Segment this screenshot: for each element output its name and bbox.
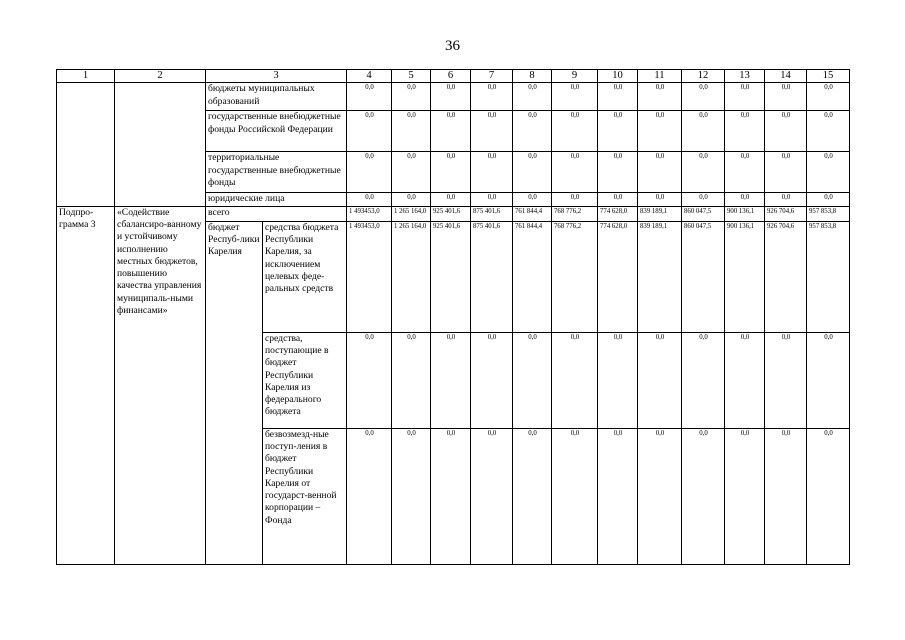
value-cell: 0,0 xyxy=(765,83,807,111)
header-cell: 12 xyxy=(682,70,725,83)
row-label: территориальные государственные внебюджетные фонды xyxy=(206,152,347,193)
value-cell: 0,0 xyxy=(471,152,513,193)
value-cell: 0,0 xyxy=(513,152,552,193)
value-cell: 0,0 xyxy=(513,332,552,428)
header-cell: 10 xyxy=(598,70,638,83)
value-cell: 0,0 xyxy=(471,111,513,152)
empty-cell xyxy=(57,83,115,206)
value-cell: 0,0 xyxy=(431,152,471,193)
value-cell: 0,0 xyxy=(598,83,638,111)
value-cell: 0,0 xyxy=(598,332,638,428)
source-label: средства бюджета Республики Карелия, за исключением целевых феде-ральных средств xyxy=(263,221,347,332)
value-cell: 0,0 xyxy=(392,428,431,564)
value-cell: 0,0 xyxy=(431,193,471,206)
header-cell: 1 xyxy=(57,70,115,83)
value-cell: 0,0 xyxy=(807,111,850,152)
value-cell: 926 704,6 xyxy=(765,221,807,332)
value-cell: 0,0 xyxy=(347,152,392,193)
value-cell: 0,0 xyxy=(392,152,431,193)
value-cell: 839 189,1 xyxy=(638,206,682,221)
value-cell: 761 844,4 xyxy=(513,221,552,332)
table-row xyxy=(57,206,850,221)
value-cell: 900 136,1 xyxy=(725,206,765,221)
value-cell: 0,0 xyxy=(682,428,725,564)
row-label: бюджеты муниципальных образований xyxy=(206,83,347,111)
value-cell: 875 401,6 xyxy=(471,206,513,221)
value-cell: 0,0 xyxy=(682,111,725,152)
value-cell: 0,0 xyxy=(598,111,638,152)
value-cell: 0,0 xyxy=(598,428,638,564)
value-cell: 1 265 164,0 xyxy=(392,221,431,332)
header-cell: 3 xyxy=(206,70,347,83)
value-cell: 0,0 xyxy=(552,193,598,206)
value-cell: 839 189,1 xyxy=(638,221,682,332)
value-cell: 0,0 xyxy=(682,152,725,193)
header-cell: 5 xyxy=(392,70,431,83)
value-cell: 0,0 xyxy=(725,83,765,111)
value-cell: 0,0 xyxy=(725,111,765,152)
header-cell: 9 xyxy=(552,70,598,83)
value-cell: 925 401,6 xyxy=(431,206,471,221)
value-cell: 0,0 xyxy=(765,193,807,206)
table-row xyxy=(57,83,850,111)
header-cell: 15 xyxy=(807,70,850,83)
value-cell: 0,0 xyxy=(552,332,598,428)
value-cell: 0,0 xyxy=(638,111,682,152)
value-cell: 0,0 xyxy=(431,83,471,111)
value-cell: 0,0 xyxy=(765,152,807,193)
value-cell: 0,0 xyxy=(598,152,638,193)
value-cell: 0,0 xyxy=(513,193,552,206)
total-label: всего xyxy=(206,206,347,221)
value-cell: 0,0 xyxy=(725,332,765,428)
source-label: безвозмезд-ные поступ-ления в бюджет Республики Карелия от государст-венной корпорации – Фонда xyxy=(263,428,347,564)
value-cell: 926 704,6 xyxy=(765,206,807,221)
row-label: юридические лица xyxy=(206,193,347,206)
value-cell: 900 136,1 xyxy=(725,221,765,332)
value-cell: 768 776,2 xyxy=(552,221,598,332)
value-cell: 0,0 xyxy=(347,111,392,152)
value-cell: 1 265 164,0 xyxy=(392,206,431,221)
subprogram-name: Подпро-грамма 3 xyxy=(57,206,115,564)
header-cell: 4 xyxy=(347,70,392,83)
value-cell: 0,0 xyxy=(513,83,552,111)
value-cell: 0,0 xyxy=(807,428,850,564)
value-cell: 0,0 xyxy=(638,428,682,564)
value-cell: 0,0 xyxy=(431,428,471,564)
header-cell: 13 xyxy=(725,70,765,83)
value-cell: 774 628,0 xyxy=(598,206,638,221)
value-cell: 0,0 xyxy=(552,428,598,564)
header-cell: 2 xyxy=(115,70,206,83)
header-cell: 8 xyxy=(513,70,552,83)
value-cell: 0,0 xyxy=(682,83,725,111)
value-cell: 860 047,5 xyxy=(682,206,725,221)
value-cell: 0,0 xyxy=(347,428,392,564)
value-cell: 0,0 xyxy=(807,332,850,428)
value-cell: 0,0 xyxy=(552,83,598,111)
value-cell: 0,0 xyxy=(682,193,725,206)
header-cell: 14 xyxy=(765,70,807,83)
budget-table xyxy=(56,69,850,565)
value-cell: 0,0 xyxy=(725,428,765,564)
value-cell: 0,0 xyxy=(392,332,431,428)
header-cell: 11 xyxy=(638,70,682,83)
value-cell: 0,0 xyxy=(682,332,725,428)
value-cell: 0,0 xyxy=(513,428,552,564)
value-cell: 925 401,6 xyxy=(431,221,471,332)
value-cell: 0,0 xyxy=(471,83,513,111)
value-cell: 0,0 xyxy=(347,83,392,111)
value-cell: 0,0 xyxy=(638,193,682,206)
value-cell: 761 844,4 xyxy=(513,206,552,221)
row-label: государственные внебюджетные фонды Российской Федерации xyxy=(206,111,347,152)
value-cell: 0,0 xyxy=(471,428,513,564)
value-cell: 0,0 xyxy=(638,332,682,428)
value-cell: 957 853,8 xyxy=(807,206,850,221)
header-cell: 6 xyxy=(431,70,471,83)
value-cell: 0,0 xyxy=(347,193,392,206)
value-cell: 0,0 xyxy=(552,111,598,152)
header-cell: 7 xyxy=(471,70,513,83)
value-cell: 1 493453,0 xyxy=(347,206,392,221)
value-cell: 0,0 xyxy=(807,193,850,206)
value-cell: 0,0 xyxy=(765,111,807,152)
value-cell: 0,0 xyxy=(552,152,598,193)
value-cell: 875 401,6 xyxy=(471,221,513,332)
budget-label: бюджет Респуб-лики Карелия xyxy=(206,221,263,564)
source-label: средства, поступающие в бюджет Республики Карелия из федерального бюджета xyxy=(263,332,347,428)
value-cell: 0,0 xyxy=(513,111,552,152)
value-cell: 768 776,2 xyxy=(552,206,598,221)
value-cell: 0,0 xyxy=(431,332,471,428)
value-cell: 860 047,5 xyxy=(682,221,725,332)
value-cell: 0,0 xyxy=(347,332,392,428)
value-cell: 0,0 xyxy=(431,111,471,152)
value-cell: 0,0 xyxy=(807,83,850,111)
value-cell: 0,0 xyxy=(638,152,682,193)
value-cell: 0,0 xyxy=(807,152,850,193)
subprogram-title: «Содействие сбалансиро-ванному и устойчивому исполнению местных бюджетов, повышению качества управления муниципаль-ными финансами» xyxy=(115,206,206,564)
value-cell: 0,0 xyxy=(765,332,807,428)
header-row xyxy=(57,70,850,83)
value-cell: 0,0 xyxy=(392,111,431,152)
value-cell: 0,0 xyxy=(471,193,513,206)
value-cell: 0,0 xyxy=(725,152,765,193)
value-cell: 0,0 xyxy=(471,332,513,428)
value-cell: 0,0 xyxy=(638,83,682,111)
value-cell: 0,0 xyxy=(392,83,431,111)
empty-cell xyxy=(115,83,206,206)
value-cell: 0,0 xyxy=(392,193,431,206)
value-cell: 957 853,8 xyxy=(807,221,850,332)
value-cell: 0,0 xyxy=(765,428,807,564)
value-cell: 774 628,0 xyxy=(598,221,638,332)
value-cell: 1 493453,0 xyxy=(347,221,392,332)
value-cell: 0,0 xyxy=(725,193,765,206)
page-number: 36 xyxy=(445,38,460,54)
value-cell: 0,0 xyxy=(598,193,638,206)
